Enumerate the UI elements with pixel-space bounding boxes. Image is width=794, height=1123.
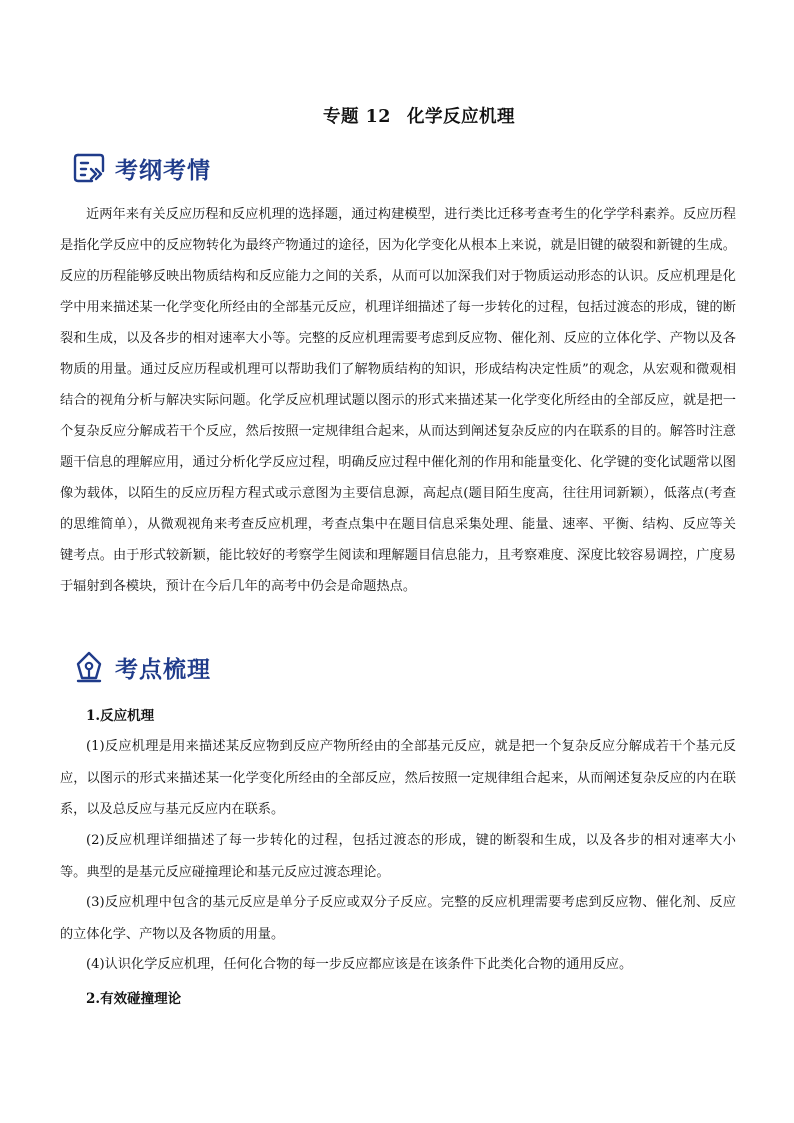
key-point-paragraph-2: (2)反应机理详细描述了每一步转化的过程，包括过渡态的形成，键的断裂和生成，以及各步的相对速率大小等。典型的是基元反应碰撞理论和基元反应过渡态理论。 <box>60 833 736 880</box>
page-title <box>0 103 794 128</box>
section-heading-exam-outline <box>72 148 211 188</box>
section-heading-label: 考纲考情 <box>115 157 211 184</box>
key-point-paragraph-3: (3)反应机理中包含的基元反应是单分子反应或双分子反应。完整的反应机理需要考虑到反应物、催化剂、反应的立体化学、产物以及各物质的用量。 <box>60 895 736 942</box>
key-point-paragraph-1: (1)反应机理是用来描述某反应物到反应产物所经由的全部基元反应，就是把一个复杂反应分解成若干个基元反应，以图示的形式来描述某一化学变化所经由的全部反应，然后按照一定规律组合起来，从而阐述复杂反应的内在联系，以及总反应与基元反应内在联系。 <box>60 739 736 818</box>
pen-nib-icon <box>72 650 106 684</box>
section-heading-key-points <box>72 647 211 687</box>
section-heading-label: 考点梳理 <box>115 656 211 683</box>
list-document-icon <box>72 151 106 185</box>
exam-outline-paragraph: 近两年来有关反应历程和反应机理的选择题，通过构建模型，进行类比迁移考查考生的化学学科素养。反应历程是指化学反应中的反应物转化为最终产物通过的途径，因为化学变化从根本上来说，就是旧键的破裂和新键的生成。反应的历程能够反映出物质结构和反应能力之间的关系，从而可以加深我们对于物质运动形态的认识。反应机理是化学中用来描述某一化学变化所经由的全部基元反应，机理详细描述了每一步转化的过程，包括过渡态的形成，键的断裂和生成，以及各步的相对速率大小等。完整的反应机理需要考虑到反应物、催化剂、反应的立体化学、产物以及各物质的用量。通过反应历程或机理可以帮助我们了解物质结构的知识，形成结构决定性质”的观念，从宏观和微观相结合的视角分析与解决实际问题。化学反应机理试题以图示的形式来描述某一化学变化所经由的全部反应，就是把一个复杂反应分解成若干个反应，然后按照一定规律组合起来，从而达到阐述复杂反应的内在联系的目的。解答时注意题干信息的理解应用，通过分析化学反应过程，明确反应过程中催化剂的作用和能量变化、化学键的变化试题常以图像为载体，以陌生的反应历程方程式或示意图为主要信息源，高起点(题目陌生度高，往往用词新颖），低落点(考查的思维简单），从微观视角来考查反应机理，考查点集中在题目信息采集处理、能量、速率、平衡、结构、反应等关键考点。由于形式较新颖，能比较好的考察学生阅读和理解题目信息能力，且考察难度、深度比较容易调控，广度易于辐射到各模块，预计在今后几年的高考中仍会是命题热点。 <box>60 207 736 594</box>
title-topic-number: 专题 12 <box>323 107 391 127</box>
title-topic-name: 化学反应机理 <box>406 107 515 127</box>
subheading-effective-collision: 2.有效碰撞理论 <box>86 991 182 1007</box>
key-point-paragraph-4: (4)认识化学反应机理，任何化合物的每一步反应都应该是在该条件下此类化合物的通用反应。 <box>86 957 633 972</box>
subheading-reaction-mechanism: 1.反应机理 <box>86 708 155 724</box>
